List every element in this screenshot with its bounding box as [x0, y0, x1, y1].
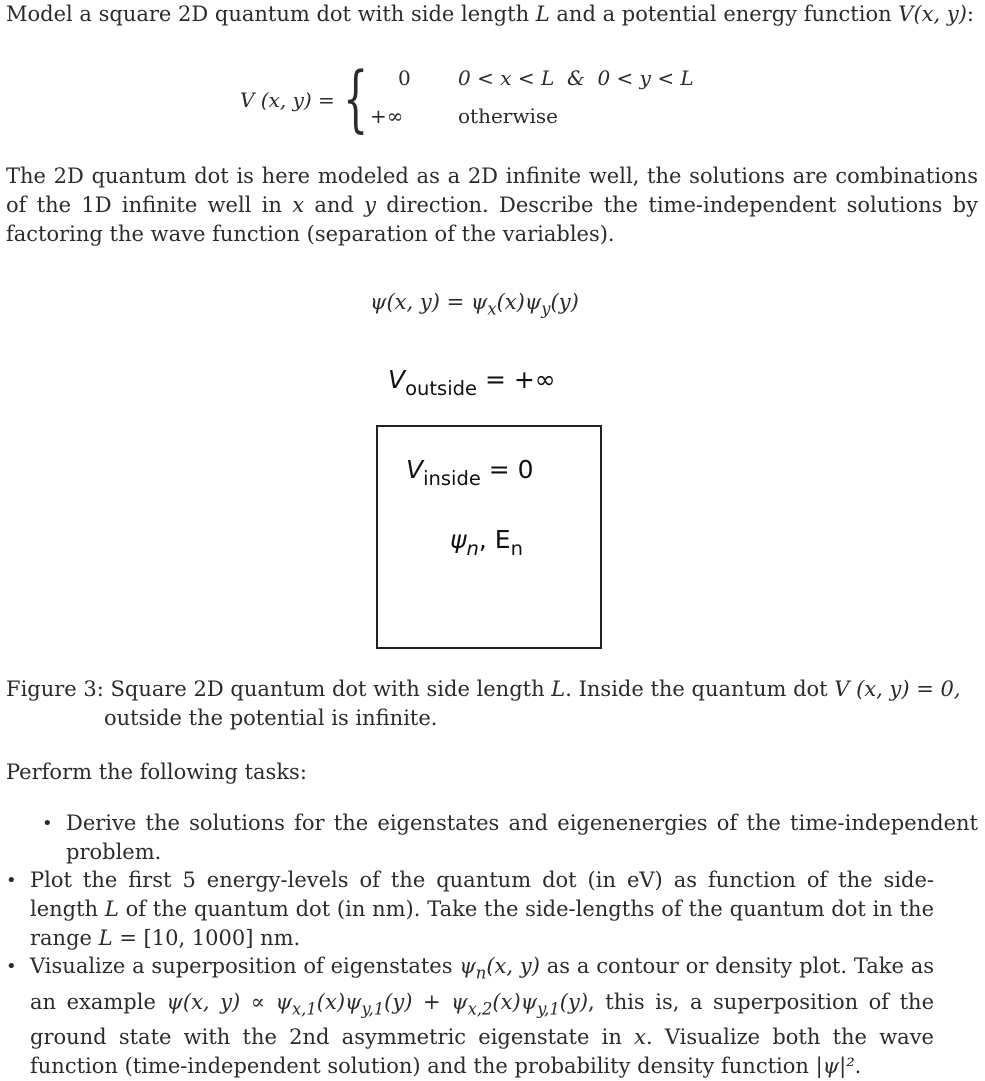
v-inside-rhs: = 0: [480, 455, 534, 484]
separation-equation: [370, 290, 579, 319]
intro-text-a: Model a square 2D quantum dot with side length: [6, 2, 536, 26]
task-3-m2: (y) + ψ: [384, 989, 468, 1014]
potential-outside-value: +∞: [370, 104, 404, 128]
task-item: [6, 952, 934, 1081]
potential-inside-condition: 0 < x < L & 0 < y < L: [458, 66, 694, 90]
task-3-e: .: [854, 1054, 862, 1079]
v-inside-V: V: [406, 455, 424, 484]
task-2-b: of the quantum dot (in nm). Take the side-lengths of the quantum dot in the range: [30, 897, 934, 950]
task-2-a: Plot the first 5 energy-levels of the quantum dot (in eV) as function of the side-length: [30, 868, 934, 921]
caption-L: L: [551, 677, 566, 701]
caption-text-b: . Inside the quantum dot: [565, 677, 835, 701]
caption-eq: V (x, y) = 0,: [834, 677, 961, 701]
potential-outside-condition: otherwise: [458, 104, 558, 128]
intro-colon: :: [966, 2, 974, 26]
task-3-psi-sub: n: [475, 963, 487, 983]
task-3-a: Visualize a superposition of eigenstates: [30, 954, 460, 978]
task-3-s1: x,1: [291, 999, 317, 1019]
paragraph1-y: y: [364, 193, 377, 217]
intro-V: V: [898, 2, 914, 26]
intro-L: L: [535, 2, 550, 26]
task-3-psi: ψ: [459, 954, 476, 978]
potential-inside-value: 0: [398, 66, 411, 90]
task-item: [42, 809, 978, 867]
task-3-s3: x,2: [467, 999, 493, 1019]
potential-equation: [0, 58, 985, 140]
task-3-s4: y,1: [537, 999, 560, 1019]
potential-lhs: V (x, y) =: [240, 88, 335, 112]
v-inside-sub: inside: [423, 466, 481, 490]
v-inside-label: [406, 455, 534, 490]
task-3-m1: (x)ψ: [316, 989, 362, 1014]
potential-brace: {: [343, 56, 369, 140]
caption-text-c: outside the potential is infinite.: [104, 706, 438, 730]
task-3-eq: ψ(x, y) ∝ ψ: [166, 989, 292, 1014]
task-2-L2: L: [98, 926, 113, 950]
task-3-m4: (y): [559, 989, 589, 1014]
task-3-psi-args: (x, y): [486, 954, 540, 978]
v-outside-V: V: [388, 365, 406, 394]
sep-mid: (x)ψ: [496, 290, 542, 314]
paragraph1-a: The 2D quantum dot is here modeled as a 2D infinite well, the solutions are combinations of the 1D infinite well in: [6, 164, 978, 217]
intro-text-b: and a potential energy function: [549, 2, 899, 26]
quantum-dot-well: [376, 425, 602, 649]
intro-args: (x, y): [913, 2, 967, 26]
bullet-icon: •: [6, 956, 17, 977]
task-3-s2: y,1: [361, 999, 385, 1019]
paragraph1-x: x: [292, 193, 305, 217]
caption-text-a: Square 2D quantum dot with side length: [103, 677, 552, 701]
task-2-c: = [10, 1000] nm.: [112, 926, 301, 950]
task-2-L1: L: [104, 897, 119, 921]
task-item: [6, 866, 934, 953]
task-3-b: as a contour or density plot. Take as an example: [30, 954, 934, 1014]
task-3-c: , this is, a superposition of the ground state with the 2nd asymmetric eigenstate in: [30, 989, 934, 1050]
energy-sub: n: [510, 536, 523, 560]
v-outside-rhs: = +∞: [477, 365, 556, 394]
tasks-intro: Perform the following tasks:: [6, 760, 307, 784]
task-3-x: x: [634, 1025, 646, 1050]
sep-end: (y): [550, 290, 579, 314]
task-3-pdf: |ψ|²: [815, 1054, 855, 1079]
sep-lhs: ψ(x, y) = ψ: [370, 290, 488, 314]
task-1-text: Derive the solutions for the eigenstates and eigenenergies of the time-independent problem.: [66, 811, 978, 864]
sep-sub-x: x: [487, 299, 497, 319]
paragraph1-c: direction. Describe the time-independent solutions by factoring the wave function (separation of the variables).: [6, 193, 978, 246]
caption-label: Figure 3:: [6, 677, 104, 701]
figure-caption: [6, 675, 981, 733]
v-outside-label: [388, 365, 556, 400]
energy-symbol: , E: [478, 525, 511, 554]
psi-sub: n: [466, 536, 479, 560]
psi-energy-label: [450, 525, 523, 560]
bullet-icon: •: [42, 813, 53, 834]
v-outside-sub: outside: [405, 376, 477, 400]
paragraph1-b: and: [304, 193, 365, 217]
intro-text: [6, 2, 974, 26]
task-3-d: . Visualize both the wave function (time-independent solution) and the probability density function: [30, 1025, 934, 1079]
sep-sub-y: y: [541, 299, 551, 319]
task-3-m3: (x)ψ: [492, 989, 538, 1014]
psi-symbol: ψ: [450, 525, 467, 554]
bullet-icon: •: [6, 870, 17, 891]
description-paragraph: [6, 162, 978, 249]
